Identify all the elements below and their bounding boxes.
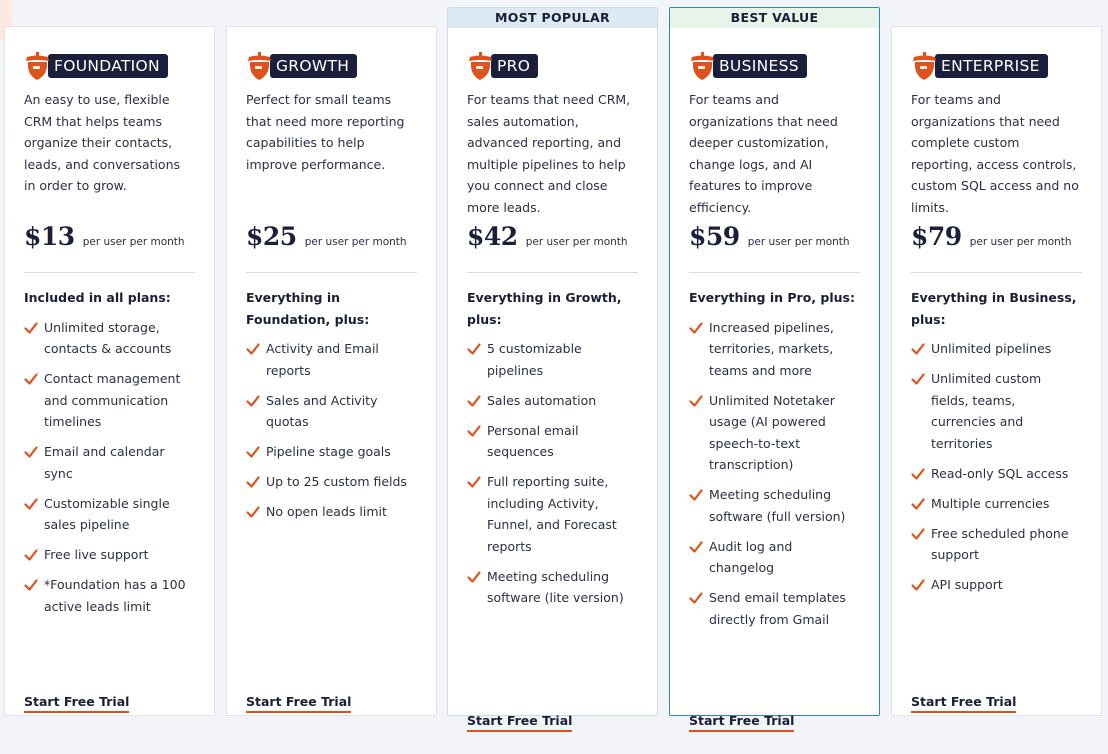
feature-item xyxy=(689,317,860,382)
feature-text: Personal email sequences xyxy=(487,422,579,459)
check-icon xyxy=(467,421,481,441)
plan-card-foundation xyxy=(4,26,215,716)
start-free-trial-link[interactable]: Start Free Trial xyxy=(246,694,351,713)
feature-text: Unlimited storage, contacts & accounts xyxy=(44,319,172,356)
plan-card-growth xyxy=(226,26,437,716)
check-icon xyxy=(246,339,260,359)
price-period: per user per month xyxy=(304,236,407,248)
feature-text: *Foundation has a 100 active leads limit xyxy=(44,577,186,614)
check-icon xyxy=(911,339,925,359)
feature-text: Contact management and communication timelines xyxy=(44,371,181,429)
check-icon xyxy=(911,494,925,514)
divider xyxy=(467,272,638,273)
feature-list xyxy=(911,338,1082,596)
plan-logo xyxy=(911,47,1082,85)
feature-item xyxy=(246,501,417,523)
check-icon xyxy=(24,369,38,389)
price-period: per user per month xyxy=(747,236,850,248)
plan-price-row xyxy=(246,222,417,254)
check-icon xyxy=(911,524,925,544)
feature-text: 5 customizable pipelines xyxy=(487,341,582,378)
check-icon xyxy=(246,502,260,522)
plan-name: FOUNDATION xyxy=(48,54,168,78)
plan-card-body xyxy=(670,47,879,754)
acorn-icon xyxy=(246,51,272,81)
feature-list xyxy=(24,317,195,618)
feature-text: Meeting scheduling software (full version) xyxy=(709,487,846,524)
acorn-icon xyxy=(467,51,493,81)
plan-name: ENTERPRISE xyxy=(935,54,1048,78)
price-period: per user per month xyxy=(82,236,185,248)
feature-text: Pipeline stage goals xyxy=(266,444,391,459)
start-free-trial-link[interactable]: Start Free Trial xyxy=(467,713,572,732)
feature-item xyxy=(467,338,638,381)
check-icon xyxy=(467,567,481,587)
feature-item xyxy=(246,390,417,433)
plan-card-body xyxy=(448,47,657,754)
feature-text: Free live support xyxy=(44,547,149,562)
feature-text: Up to 25 custom fields xyxy=(266,474,407,489)
check-icon xyxy=(24,318,38,338)
price-period: per user per month xyxy=(525,236,628,248)
plan-card-body xyxy=(892,47,1101,735)
plan-ribbon: MOST POPULAR xyxy=(448,8,657,28)
check-icon xyxy=(246,442,260,462)
plan-name: BUSINESS xyxy=(713,54,807,78)
feature-text: Read-only SQL access xyxy=(931,465,1069,481)
plan-description: For teams that need CRM, sales automation, advanced reporting, and multiple pipelines to help you connect and close more leads. xyxy=(467,92,631,215)
feature-text: Unlimited custom fields, teams, currencies and territories xyxy=(931,371,1042,451)
check-icon xyxy=(467,391,481,411)
check-icon xyxy=(689,588,703,608)
feature-text: Full reporting suite, including Activity, Funnel, and Forecast reports xyxy=(487,474,617,554)
included-heading: Everything in Foundation, plus: xyxy=(246,290,370,327)
feature-item xyxy=(689,484,860,527)
check-icon xyxy=(467,472,481,492)
feature-text: Unlimited pipelines xyxy=(931,341,1052,356)
plan-price: $79 xyxy=(911,222,962,251)
feature-item xyxy=(911,574,1082,596)
acorn-icon xyxy=(911,51,937,81)
price-period: per user per month xyxy=(969,236,1072,248)
feature-text: Meeting scheduling software (lite version) xyxy=(487,568,624,605)
plan-logo xyxy=(246,47,417,85)
feature-item xyxy=(689,587,860,630)
check-icon xyxy=(689,537,703,557)
plan-card-business xyxy=(669,7,880,728)
feature-text: Activity and Email reports xyxy=(266,341,379,378)
check-icon xyxy=(689,485,703,505)
plan-ribbon: BEST VALUE xyxy=(670,8,879,28)
acorn-icon xyxy=(689,51,715,81)
feature-text: Customizable single sales pipeline xyxy=(44,495,170,532)
check-icon xyxy=(24,494,38,514)
check-icon xyxy=(246,472,260,492)
acorn-icon xyxy=(24,51,50,81)
included-heading: Everything in Business, plus: xyxy=(911,290,1077,327)
feature-text: Audit log and changelog xyxy=(709,538,793,575)
check-icon xyxy=(24,575,38,595)
divider xyxy=(689,272,860,273)
feature-item xyxy=(911,338,1082,360)
feature-item xyxy=(467,420,638,463)
plan-card-enterprise xyxy=(891,26,1102,716)
feature-item xyxy=(911,523,1082,566)
feature-item xyxy=(467,471,638,557)
feature-text: Sales and Activity quotas xyxy=(266,392,378,429)
feature-item xyxy=(911,493,1082,515)
plan-name: GROWTH xyxy=(270,54,357,78)
plan-price-row xyxy=(689,222,860,254)
feature-text: Sales automation xyxy=(487,392,597,408)
feature-text: Multiple currencies xyxy=(931,495,1050,511)
check-icon xyxy=(689,318,703,338)
check-icon xyxy=(467,339,481,359)
start-free-trial-link[interactable]: Start Free Trial xyxy=(689,713,794,732)
feature-text: Send email templates directly from Gmail xyxy=(709,590,846,627)
plan-price: $25 xyxy=(246,222,297,251)
start-free-trial-link[interactable]: Start Free Trial xyxy=(911,694,1016,713)
plan-price-row xyxy=(911,222,1082,254)
feature-item xyxy=(911,368,1082,454)
check-icon xyxy=(246,391,260,411)
feature-item xyxy=(246,338,417,381)
feature-item xyxy=(24,368,195,433)
plan-description: For teams and organizations that need deeper customization, change logs, and AI features to improve efficiency. xyxy=(689,92,838,215)
feature-text: Unlimited Notetaker usage (AI powered speech-to-text transcription) xyxy=(709,392,835,472)
divider xyxy=(246,272,417,273)
plan-price: $59 xyxy=(689,222,740,251)
feature-text: Free scheduled phone support xyxy=(931,525,1069,562)
plan-price: $13 xyxy=(24,222,75,251)
feature-list xyxy=(467,338,638,609)
check-icon xyxy=(689,391,703,411)
feature-item xyxy=(24,317,195,360)
check-icon xyxy=(24,442,38,462)
plan-description: An easy to use, flexible CRM that helps teams organize their contacts, leads, and conversations in order to grow. xyxy=(24,92,181,193)
feature-item xyxy=(24,493,195,536)
feature-text: Increased pipelines, territories, markets, teams and more xyxy=(709,319,834,378)
feature-item xyxy=(24,574,195,617)
included-heading: Everything in Pro, plus: xyxy=(689,290,855,305)
feature-list xyxy=(689,317,860,631)
plan-description: For teams and organizations that need complete custom reporting, access controls, custom SQL access and no limits. xyxy=(911,92,1079,215)
divider xyxy=(24,272,195,273)
feature-item xyxy=(467,390,638,412)
plan-price: $42 xyxy=(467,222,518,251)
feature-item xyxy=(24,544,195,566)
feature-text: No open leads limit xyxy=(266,504,387,519)
included-heading: Included in all plans: xyxy=(24,290,171,305)
feature-item xyxy=(689,536,860,579)
plan-price-row xyxy=(467,222,638,254)
plan-logo xyxy=(689,47,860,85)
start-free-trial-link[interactable]: Start Free Trial xyxy=(24,694,129,713)
plan-name: PRO xyxy=(491,54,538,78)
plan-card-body xyxy=(5,47,214,735)
plan-logo xyxy=(467,47,638,85)
plan-price-row xyxy=(24,222,195,254)
feature-item xyxy=(24,441,195,484)
included-heading: Everything in Growth, plus: xyxy=(467,290,622,327)
check-icon xyxy=(911,369,925,389)
check-icon xyxy=(911,464,925,484)
check-icon xyxy=(911,575,925,595)
plan-card-body xyxy=(227,47,436,735)
feature-item xyxy=(467,566,638,609)
plan-card-pro xyxy=(447,7,658,728)
plan-logo xyxy=(24,47,195,85)
feature-item xyxy=(246,471,417,493)
feature-text: API support xyxy=(931,577,1003,592)
feature-item xyxy=(246,441,417,463)
check-icon xyxy=(24,545,38,565)
feature-text: Email and calendar sync xyxy=(44,444,165,481)
feature-item xyxy=(911,463,1082,485)
plan-description: Perfect for small teams that need more reporting capabilities to help improve performance. xyxy=(246,92,405,172)
feature-item xyxy=(689,390,860,476)
feature-list xyxy=(246,338,417,523)
divider xyxy=(911,272,1082,273)
